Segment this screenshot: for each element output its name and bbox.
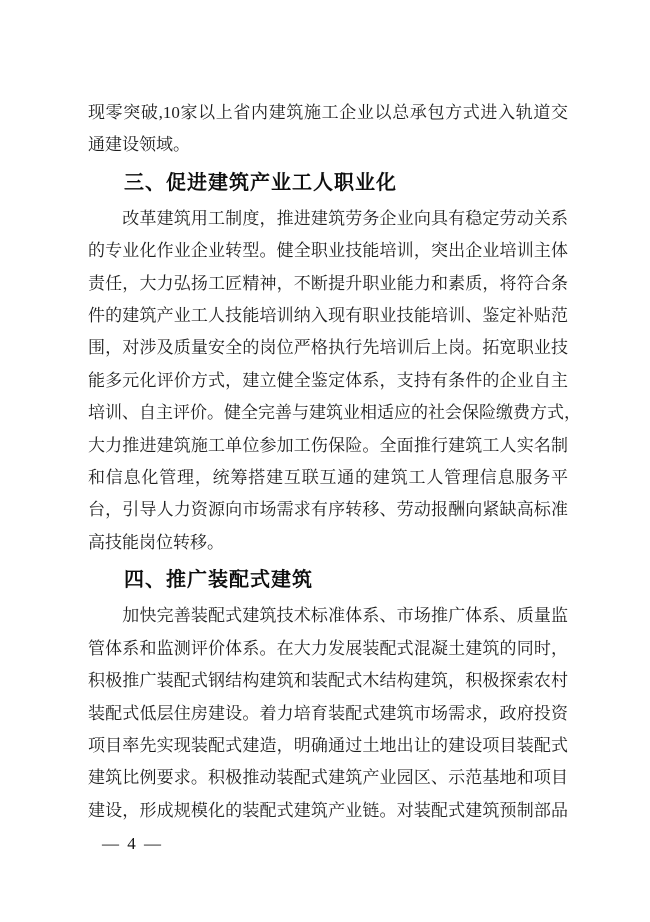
text-line: 的专业化作业企业转型。健全职业技能培训，突出企业培训主体: [88, 241, 568, 261]
text-line: 大力推进建筑施工单位参加工伤保险。全面推行建筑工人实名制: [88, 435, 568, 455]
text-line: 通建设领域。: [88, 135, 190, 155]
document-body: [88, 97, 581, 827]
text-line: 积极推广装配式钢结构建筑和装配式木结构建筑，积极探索农村: [88, 671, 568, 691]
paragraph-worker-professionalization: [88, 203, 581, 559]
text-line: 件的建筑产业工人技能培训纳入现有职业技能培训、鉴定补贴范: [88, 306, 568, 326]
text-line: 现零突破,10家以上省内建筑施工企业以总承包方式进入轨道交: [88, 103, 568, 122]
text-line: 台，引导人力资源向市场需求有序转移、劳动报酬向紧缺高标准: [88, 500, 568, 520]
text-line: 围，对涉及质量安全的岗位严格执行先培训后上岗。拓宽职业技: [88, 338, 568, 358]
text-line: 装配式低层住房建设。着力培育装配式建筑市场需求，政府投资: [88, 703, 568, 723]
text-line: 培训、自主评价。健全完善与建筑业相适应的社会保险缴费方式，: [88, 403, 581, 423]
text-line: 改革建筑用工制度，推进建筑劳务企业向具有稳定劳动关系: [88, 208, 568, 228]
section-heading-4: 四、推广装配式建筑: [124, 569, 313, 592]
text-line: 建筑比例要求。积极推动装配式建筑产业园区、示范基地和项目: [88, 768, 568, 788]
text-line: 加快完善装配式建筑技术标准体系、市场推广体系、质量监: [88, 606, 568, 626]
paragraph-continuation: [88, 97, 568, 162]
section-heading-3: 三、促进建筑产业工人职业化: [124, 171, 397, 194]
paragraph-prefabricated-building: [88, 600, 568, 827]
page-number: — 4 —: [102, 834, 163, 853]
text-line: 建设，形成规模化的装配式建筑产业链。对装配式建筑预制部品: [88, 800, 568, 820]
text-line: 能多元化评价方式，建立健全鉴定体系，支持有条件的企业自主: [88, 370, 568, 390]
text-line: 和信息化管理，统筹搭建互联互通的建筑工人管理信息服务平: [88, 468, 568, 488]
text-line: 高技能岗位转移。: [88, 532, 224, 552]
text-line: 项目率先实现装配式建造，明确通过土地出让的建设项目装配式: [88, 735, 568, 755]
text-line: 责任，大力弘扬工匠精神，不断提升职业能力和素质，将符合条: [88, 273, 568, 293]
text-line: 管体系和监测评价体系。在大力发展装配式混凝土建筑的同时，: [88, 638, 568, 658]
